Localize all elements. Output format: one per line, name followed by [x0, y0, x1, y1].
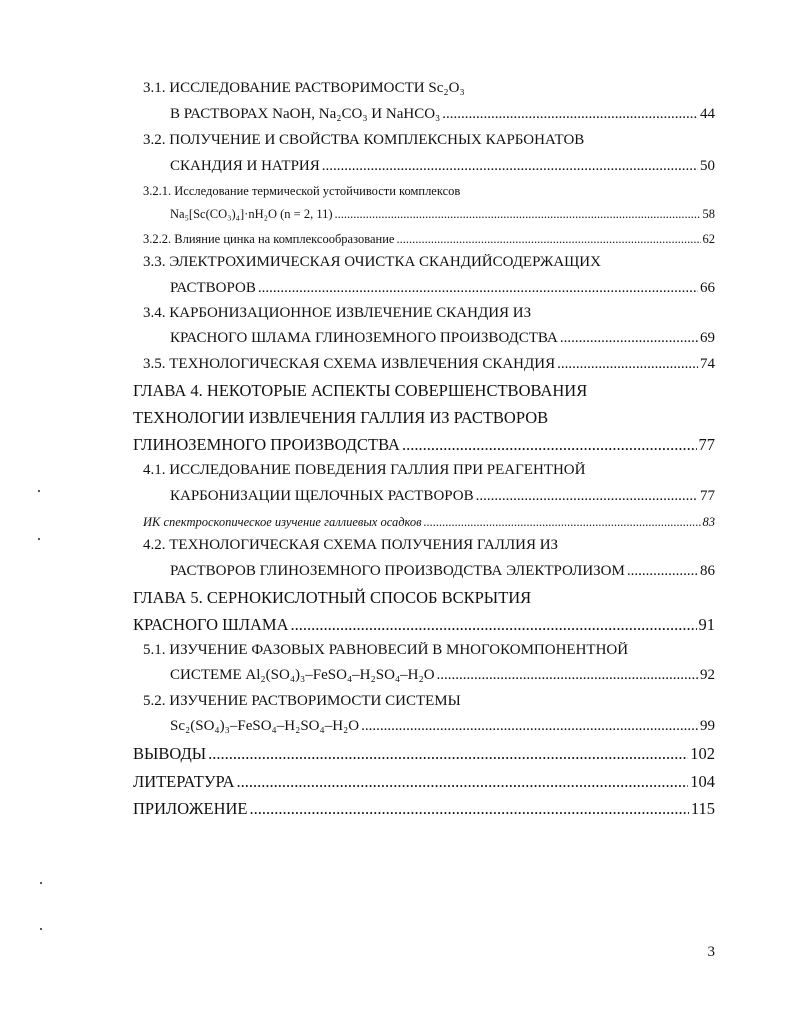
toc-entry-text: 3.5. ТЕХНОЛОГИЧЕСКАЯ СХЕМА ИЗВЛЕЧЕНИЯ СКАНДИЯ [143, 356, 556, 372]
toc-page-number: 50 [700, 158, 715, 174]
toc-entry [143, 537, 715, 554]
toc-entry-text: 3.3. ЭЛЕКТРОХИМИЧЕСКАЯ ОЧИСТКА СКАНДИЙСОДЕРЖАЩИХ [143, 254, 601, 270]
toc-entry [170, 563, 715, 580]
toc-entry [133, 408, 715, 428]
leader-dots [322, 158, 698, 175]
leader-dots [335, 207, 701, 222]
leader-dots [442, 106, 698, 123]
toc-entry-text: ЛИТЕРАТУРА [133, 772, 235, 791]
leader-dots [361, 718, 698, 735]
toc-page-number: 58 [702, 207, 715, 221]
toc-entry [143, 232, 715, 247]
toc-entry [143, 254, 715, 271]
toc-page-number: 91 [698, 615, 715, 634]
toc-page-number: 102 [690, 744, 715, 763]
page-number: 3 [707, 944, 715, 960]
toc-entry-text: РАСТВОРОВ ГЛИНОЗЕМНОГО ПРОИЗВОДСТВА ЭЛЕКТРОЛИЗОМ [170, 563, 625, 579]
toc-entry-text: СИСТЕМЕ Al₂(SO₄)₃–FeSO₄–H₂SO₄–H₂O [170, 667, 435, 683]
toc-entry-text: 3.2.2. Влияние цинка на комплексообразование [143, 232, 395, 246]
toc-entry [170, 488, 715, 505]
toc-entry-text: 5.2. ИЗУЧЕНИЕ РАСТВОРИМОСТИ СИСТЕМЫ [143, 693, 461, 709]
toc-entry-text: КРАСНОГО ШЛАМА ГЛИНОЗЕМНОГО ПРОИЗВОДСТВА [170, 330, 558, 346]
toc-entry [133, 744, 715, 764]
leader-dots [476, 488, 698, 505]
toc-page-number: 99 [700, 718, 715, 734]
leader-dots [208, 744, 688, 764]
toc-entry-text: 3.2. ПОЛУЧЕНИЕ И СВОЙСТВА КОМПЛЕКСНЫХ КАРБОНАТОВ [143, 132, 585, 148]
toc-page-number: 92 [700, 667, 715, 683]
toc-entry-text: 3.2.1. Исследование термической устойчивости комплексов [143, 184, 461, 198]
toc-entry-text: КАРБОНИЗАЦИИ ЩЕЛОЧНЫХ РАСТВОРОВ [170, 488, 474, 504]
leader-dots [258, 280, 698, 297]
toc-entry-text: ГЛАВА 4. НЕКОТОРЫЕ АСПЕКТЫ СОВЕРШЕНСТВОВАНИЯ [133, 381, 588, 400]
toc-page-number: 77 [700, 488, 715, 504]
toc-entry [170, 158, 715, 175]
toc-page-number: 66 [700, 280, 715, 296]
toc-page-number: 77 [698, 435, 715, 454]
leader-dots [291, 615, 697, 635]
leader-dots [402, 435, 697, 455]
toc-page-number: 104 [690, 772, 715, 791]
toc-page-number: 83 [702, 515, 715, 529]
toc-page-number: 86 [700, 563, 715, 579]
leader-dots [557, 356, 698, 373]
toc-entry-text: 4.2. ТЕХНОЛОГИЧЕСКАЯ СХЕМА ПОЛУЧЕНИЯ ГАЛЛИЯ ИЗ [143, 537, 559, 553]
leader-dots [237, 772, 689, 792]
toc-entry-text: РАСТВОРОВ [170, 280, 256, 296]
toc-entry [170, 106, 715, 123]
toc-entry-text: 3.1. ИССЛЕДОВАНИЕ РАСТВОРИМОСТИ Sc₂O₃ [143, 80, 465, 96]
toc-entry-text: ГЛАВА 5. СЕРНОКИСЛОТНЫЙ СПОСОБ ВСКРЫТИЯ [133, 588, 532, 607]
toc-entry-text: ТЕХНОЛОГИИ ИЗВЛЕЧЕНИЯ ГАЛЛИЯ ИЗ РАСТВОРОВ [133, 408, 549, 427]
toc-entry [133, 381, 715, 401]
toc-entry [133, 772, 715, 792]
scan-speck [40, 882, 42, 884]
toc-entry-text: ГЛИНОЗЕМНОГО ПРОИЗВОДСТВА [133, 435, 400, 454]
toc-entry [133, 588, 715, 608]
toc-entry [143, 515, 715, 530]
toc-entry-text: 4.1. ИССЛЕДОВАНИЕ ПОВЕДЕНИЯ ГАЛЛИЯ ПРИ РЕАГЕНТНОЙ [143, 462, 586, 478]
toc-entry-text: Na₅[Sc(CO₃)₄]·nH₂O (n = 2, 11) [170, 207, 333, 221]
toc-entry [170, 280, 715, 297]
toc-entry [143, 132, 715, 149]
toc-page-number: 44 [700, 106, 715, 122]
toc-entry-text: 5.1. ИЗУЧЕНИЕ ФАЗОВЫХ РАВНОВЕСИЙ В МНОГОКОМПОНЕНТНОЙ [143, 642, 629, 658]
toc-entry-text: КРАСНОГО ШЛАМА [133, 615, 289, 634]
toc-entry [143, 642, 715, 659]
toc-entry [170, 667, 715, 684]
toc-page-number: 62 [702, 232, 715, 246]
toc-entry [133, 615, 715, 635]
toc-entry [143, 462, 715, 479]
scan-speck [38, 490, 40, 492]
toc-entry [143, 356, 715, 373]
toc-entry [133, 435, 715, 455]
toc-page-number: 74 [700, 356, 715, 372]
toc-entry [143, 184, 703, 199]
leader-dots [560, 330, 698, 347]
scan-speck [40, 928, 42, 930]
toc-page-number: 115 [690, 799, 715, 818]
toc-entry [133, 799, 715, 819]
toc-entry-text: ИК спектроскопическое изучение галлиевых осадков [143, 515, 422, 529]
toc-entry-text: СКАНДИЯ И НАТРИЯ [170, 158, 320, 174]
toc-entry [170, 330, 715, 347]
leader-dots [396, 232, 700, 247]
scan-speck [38, 538, 40, 540]
toc-entry [143, 693, 715, 710]
toc-entry-text: В РАСТВОРАХ NaOH, Na₂CO₃ И NaHCO₃ [170, 106, 441, 122]
toc-entry-text: ВЫВОДЫ [133, 744, 207, 763]
toc-entry [170, 718, 715, 735]
toc-entry [170, 207, 715, 222]
toc-entry-text: ПРИЛОЖЕНИЕ [133, 799, 248, 818]
leader-dots [249, 799, 688, 819]
toc-entry [143, 80, 703, 97]
leader-dots [627, 563, 698, 580]
toc-entry-text: 3.4. КАРБОНИЗАЦИОННОЕ ИЗВЛЕЧЕНИЕ СКАНДИЯ ИЗ [143, 305, 532, 321]
toc-page-number: 69 [700, 330, 715, 346]
toc-entry-text: Sc₂(SO₄)₃–FeSO₄–H₂SO₄–H₂O [170, 718, 360, 734]
leader-dots [424, 515, 701, 530]
leader-dots [437, 667, 698, 684]
toc-entry [143, 305, 715, 322]
